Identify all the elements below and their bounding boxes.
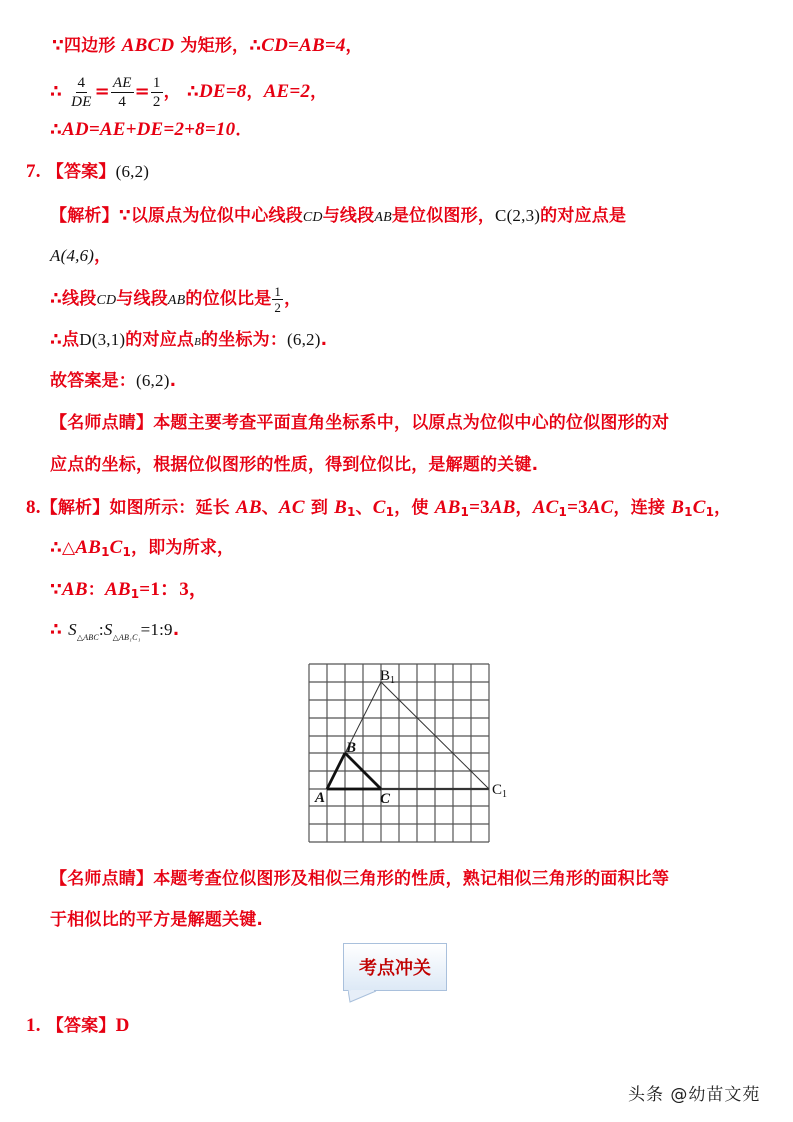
punct: . xyxy=(169,371,177,391)
text: 的对应点 xyxy=(125,330,195,350)
subscript: 1 xyxy=(558,505,568,519)
q7-analysis-line-3 xyxy=(50,282,301,318)
equals-sign: = xyxy=(134,81,150,102)
subscript: 1 xyxy=(122,545,132,559)
text: ， xyxy=(515,498,533,518)
watermark: 头条 @幼苗文苑 xyxy=(628,1085,761,1105)
therefore-symbol: ∴ xyxy=(50,289,63,309)
numerator: 1 xyxy=(152,74,161,91)
math-var: CD xyxy=(96,293,117,308)
subscript: △ABC xyxy=(76,633,99,642)
punct: ， xyxy=(284,289,302,309)
fraction-1-over-2 xyxy=(151,74,163,111)
subscript: 1 xyxy=(460,505,470,519)
q8-analysis-line-2 xyxy=(50,536,234,564)
svg-text:B1: $B_1$ xyxy=(380,668,396,686)
equation: AE=2 xyxy=(263,81,311,102)
q7-analysis-line-2 xyxy=(50,244,111,268)
math-var: AC xyxy=(587,497,614,518)
vertex-labels xyxy=(314,668,507,807)
punct: . xyxy=(172,620,180,640)
subscript: △AB₁C₁ xyxy=(112,633,141,642)
text: 如图所示：延长 xyxy=(109,498,236,518)
comment-label: 【名师点睛】 xyxy=(50,413,154,433)
numerator: 4 xyxy=(77,74,86,91)
math-var: B xyxy=(194,336,202,348)
q8-analysis-line-4 xyxy=(50,618,179,650)
prev-solution-line-1 xyxy=(52,34,363,58)
math-var: AC xyxy=(532,497,559,518)
text: 线段 xyxy=(62,289,97,309)
q8-comment-line-1 xyxy=(50,867,669,891)
punct: ， xyxy=(246,82,264,102)
answer-value: D xyxy=(115,1015,130,1036)
answer-value: (6,2) xyxy=(115,162,150,181)
therefore-symbol: ∴ xyxy=(186,82,199,102)
section-callout xyxy=(343,943,447,991)
equals-sign: = xyxy=(94,81,110,102)
callout-tail-icon xyxy=(348,990,388,1004)
denominator: 2 xyxy=(274,299,282,315)
because-symbol: ∵ xyxy=(118,206,131,226)
prev-solution-line-2 xyxy=(50,72,327,112)
q8-analysis-line-1 xyxy=(26,496,731,524)
q7-comment-line-2 xyxy=(50,453,538,477)
text: 、 xyxy=(261,498,279,518)
therefore-symbol: ∴ xyxy=(50,82,63,102)
text: ，使 xyxy=(394,498,435,518)
q7-analysis-line-5 xyxy=(50,369,176,393)
punct: ， xyxy=(345,36,363,56)
text: ，连接 xyxy=(613,498,672,518)
math-var: AB xyxy=(75,537,102,558)
area-symbol: S xyxy=(103,620,113,639)
text: 、 xyxy=(355,498,373,518)
analysis-label: 【解析】 xyxy=(40,498,110,518)
math-var: B xyxy=(334,497,348,518)
ratio: =1:9 xyxy=(140,620,173,639)
q8-analysis-line-3 xyxy=(50,578,208,606)
math-var: AB xyxy=(104,579,131,600)
text: 故答案是： xyxy=(50,371,136,391)
math-var: AB xyxy=(167,293,186,308)
text: 到 xyxy=(304,498,335,518)
because-symbol: ∵ xyxy=(50,580,63,600)
section-callout-title: 考点冲关 xyxy=(359,958,431,979)
punct: ， xyxy=(310,82,328,102)
math-num: =3 xyxy=(567,497,588,518)
math-var: C xyxy=(372,497,386,518)
math-var: AB xyxy=(374,210,392,225)
q7-analysis-line-4 xyxy=(50,328,327,354)
therefore-symbol: ∴ xyxy=(249,36,262,56)
answer-label: 【答案】 xyxy=(46,1016,116,1036)
punct: ， xyxy=(714,498,732,518)
fraction-ae-over-4 xyxy=(111,74,134,111)
q7-answer-line xyxy=(26,160,149,184)
text: 是位似图形， xyxy=(391,206,496,226)
subscript: 1 xyxy=(347,505,356,519)
fraction-4-over-de xyxy=(69,74,93,111)
svg-text:C1: $C_1$ xyxy=(492,782,508,800)
svg-text:A: A xyxy=(315,790,326,806)
because-symbol: ∵ xyxy=(52,36,65,56)
subscript: 1 xyxy=(705,505,715,519)
denominator: DE xyxy=(71,93,92,110)
therefore-symbol: ∴ xyxy=(50,120,63,140)
math-point: D(3,1) xyxy=(79,330,126,349)
text: 点 xyxy=(62,330,80,350)
denominator: 4 xyxy=(118,93,127,110)
math-num: =3 xyxy=(469,497,490,518)
math-var: AB xyxy=(236,497,262,518)
math-coord: (6,2) xyxy=(287,330,321,349)
similar-triangles-figure xyxy=(300,656,515,852)
subscript: 1 xyxy=(101,545,110,559)
comment-text: 于相似比的平方是解题关键. xyxy=(50,910,264,930)
therefore-symbol: ∴ xyxy=(50,620,63,640)
fraction-1-over-2 xyxy=(272,284,283,315)
math-var: ABCD xyxy=(121,35,175,56)
question-number: 8. xyxy=(26,497,41,518)
q8-comment-line-2 xyxy=(50,908,263,932)
comment-text: 应点的坐标，根据位似图形的性质，得到位似比，是解题的关键. xyxy=(50,455,539,475)
math-var: C xyxy=(692,497,706,518)
q7-comment-line-1 xyxy=(50,411,669,435)
math-point: A(4,6) xyxy=(50,246,95,265)
subscript: 1 xyxy=(684,505,693,519)
math-point: C(2,3) xyxy=(495,206,541,225)
numerator: AE xyxy=(112,74,132,91)
equation: AD=AE+DE=2+8=10 xyxy=(62,119,236,140)
svg-text:C: C xyxy=(380,791,391,807)
question-number: 1. xyxy=(26,1015,41,1036)
question-number: 7. xyxy=(26,161,41,182)
q7-analysis-line-1 xyxy=(50,204,626,230)
punct: ， xyxy=(163,82,181,102)
text: 为矩形， xyxy=(174,36,250,56)
comment-label: 【名师点睛】 xyxy=(50,869,154,889)
colon: : xyxy=(98,620,104,639)
text: 的坐标为： xyxy=(201,330,288,350)
svg-text:B: B xyxy=(346,740,357,756)
area-symbol: S xyxy=(68,620,77,639)
grid-diagram xyxy=(300,656,515,848)
prev-solution-line-3 xyxy=(50,118,253,142)
subscript: 1 xyxy=(130,587,140,601)
therefore-triangle-symbol: ∴△ xyxy=(50,538,76,558)
analysis-label: 【解析】 xyxy=(50,206,119,226)
numerator: 1 xyxy=(274,283,282,299)
math-var: AC xyxy=(278,497,305,518)
math-coord: (6,2) xyxy=(136,371,170,390)
punct: ， xyxy=(94,246,112,266)
text: ，即为所求， xyxy=(131,538,235,558)
math-var: C xyxy=(109,537,123,558)
text: 四边形 xyxy=(64,36,122,56)
equation: CD=AB=4 xyxy=(261,35,346,56)
math-var: B xyxy=(671,497,685,518)
text: 的对应点是 xyxy=(540,206,627,226)
answer-label: 【答案】 xyxy=(46,162,116,182)
punct: . xyxy=(320,330,328,350)
math-num: =1：3， xyxy=(139,579,209,600)
therefore-symbol: ∴ xyxy=(50,330,63,350)
comment-text: 本题主要考查平面直角坐标系中，以原点为位似中心的位似图形的对 xyxy=(153,413,670,433)
equation: DE=8 xyxy=(198,81,247,102)
text: 与线段 xyxy=(116,289,168,309)
denominator: 2 xyxy=(152,93,161,110)
grid-lines xyxy=(309,664,489,842)
text: 以原点为位似中心线段 xyxy=(130,206,303,226)
math-var: AB xyxy=(434,497,461,518)
punct: ． xyxy=(235,120,253,140)
comment-text: 本题考查位似图形及相似三角形的性质，熟记相似三角形的面积比等 xyxy=(153,869,670,889)
text: 与线段 xyxy=(322,206,375,226)
math-var: AB xyxy=(62,579,88,600)
text: ： xyxy=(87,580,105,600)
math-var: CD xyxy=(302,210,323,225)
next-q1-answer-line xyxy=(26,1014,130,1038)
text: 的位似比是 xyxy=(185,289,272,309)
subscript: 1 xyxy=(385,505,395,519)
math-var: AB xyxy=(489,497,516,518)
